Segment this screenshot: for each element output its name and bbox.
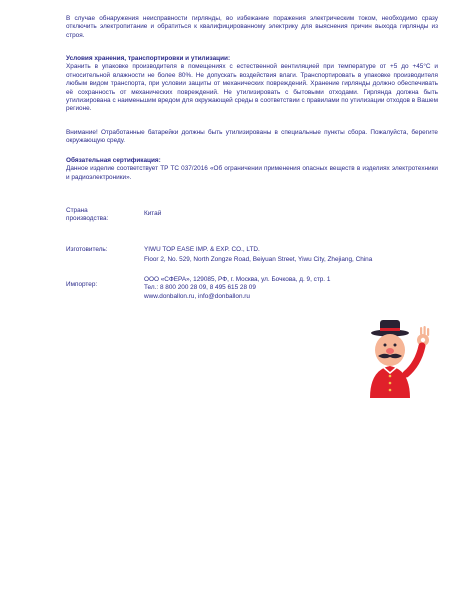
mascot-hat-band — [380, 328, 400, 331]
donballon-mascot-icon — [356, 318, 438, 400]
storage-section — [66, 55, 438, 114]
intro-text: В случае обнаружения неисправности гирлянды, во избежание поражения электрическим током, необходимо сразу отключить электропитание и обратиться к квалифицированному электрику для выяснения причин выхода гирлянды из строя. — [66, 15, 438, 39]
attention-text: Внимание! Отработанные батарейки должны быть утилизированы в специальные пункты сбора. Пожалуйста, берегите окружающую среду. — [66, 129, 438, 145]
country-value — [144, 210, 444, 218]
importer-name-address: ООО «СФЕРА», 129085, РФ, г. Москва, ул. Бочкова, д. 9, стр. 1 — [144, 276, 331, 283]
mascot-eye-left — [384, 344, 387, 347]
mascot-finger-1 — [420, 327, 422, 335]
mascot-nose — [386, 348, 394, 354]
mascot-hat-crown — [380, 320, 400, 333]
mascot-finger-2 — [424, 326, 426, 335]
certification-heading: Обязательная сертификация: — [66, 157, 161, 164]
certification-text: Данное изделие соответствует ТР ТС 037/2016 «Об ограничении применения опасных веществ в изделиях электротехники и радиоэлектроники». — [66, 165, 438, 181]
mascot-button-3 — [389, 389, 392, 392]
importer-value — [144, 276, 444, 301]
certification-section — [66, 157, 438, 182]
storage-heading: Условия хранения, транспортировки и утилизации: — [66, 55, 231, 62]
country-label-line-2: производства: — [66, 215, 109, 223]
mascot-button-1 — [389, 375, 392, 378]
mascot-eye-right — [394, 344, 397, 347]
country-value-text: Китай — [144, 210, 162, 217]
mascot-button-2 — [389, 382, 392, 385]
manufacturer-address: Floor 2, No. 529, North Zongze Road, Beiyuan Street, Yiwu City, Zhejiang, China — [144, 256, 373, 264]
manufacturer-name: YIWU TOP EASE IMP. & EXP. CO., LTD. — [144, 246, 260, 253]
importer-label: Импортер: — [66, 281, 98, 288]
manufacturer-label: Изготовитель: — [66, 246, 108, 253]
intro-paragraph — [66, 15, 438, 40]
importer-web-email: www.donballon.ru, info@donballon.ru — [144, 292, 250, 300]
attention-paragraph — [66, 129, 438, 146]
mascot-finger-3 — [427, 328, 429, 336]
country-label-line-1: Страна — [66, 207, 88, 214]
mascot-arm — [406, 346, 422, 374]
mascot-hand-ok — [421, 338, 425, 342]
country-label — [66, 207, 144, 224]
storage-text: Хранить в упаковке производителя в помещениях с естественной вентиляцией при температуре от +5 до +45°С и относительной влажности не более 80%. Не допускать воздействия влаги. Транспортировать в упаковке производителя любым видом транспорта, при условии защиты от механических повреждений. Хранение гирлянды должно обеспечивать её сохранность от механических повреждений. Не утилизировать с бытовыми отходами. Гирлянда должна быть утилизирована с наименьшим вредом для окружающей среды в соответствии с правилами по утилизации отходов в Вашем регионе. — [66, 63, 438, 113]
manufacturer-value — [144, 246, 444, 265]
importer-phone: Тел.: 8 800 200 28 09, 8 495 615 28 09 — [144, 284, 256, 292]
